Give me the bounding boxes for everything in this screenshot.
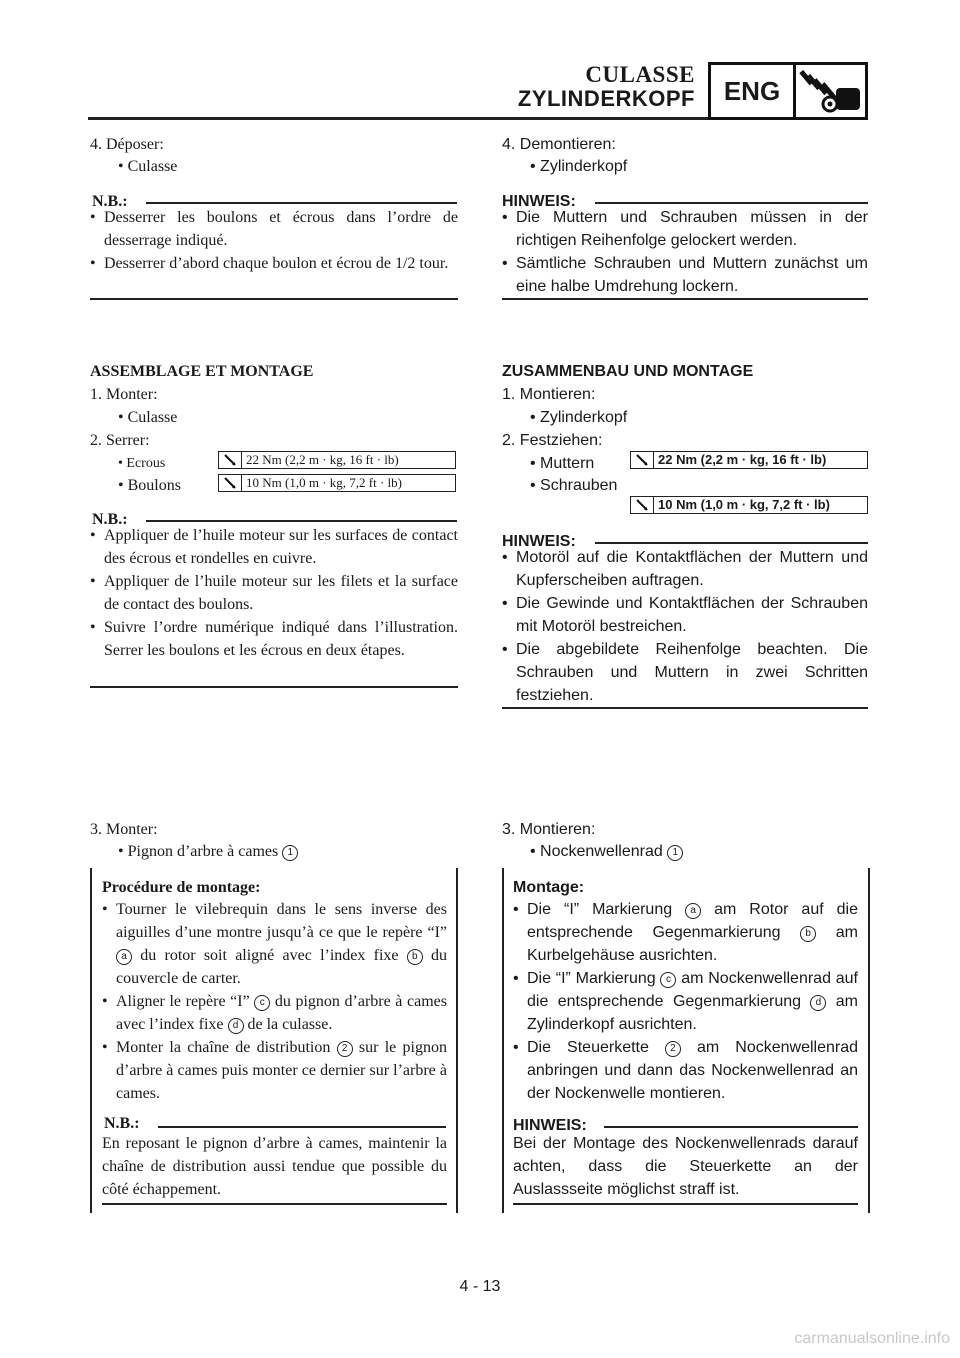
de-hw2-label: HINWEIS: [502,533,576,550]
ref-1-marker: 1 [282,845,298,861]
eng-badge-label: ENG [711,65,796,117]
text: Die “I” Markierung [527,970,661,987]
text: am Zylinderkopf ausrichten. [527,993,859,1033]
fr-nb3-end-rule [102,1203,447,1205]
text: Monter la chaîne de distribution [116,1039,337,1056]
header-title-fr: CULASSE [585,62,695,87]
fr-procedure-right-rule [456,868,458,1213]
list-item: • Desserrer les boulons et écrous dans l’ordre de desserrage indiqué. [90,206,458,252]
fr-nb1-end-rule [90,298,458,300]
de-step-2-item-a: • Muttern [530,455,595,472]
list-item: • Die Muttern und Schrauben müssen in der richtigen Reihenfolge gelockert werden. [502,206,868,252]
fr-assembly-title: ASSEMBLAGE ET MONTAGE [90,363,314,380]
fr-procedure-left-rule [90,868,92,1213]
fr-nb1-rule [146,202,457,204]
fr-torque-value-a: 22 Nm (2,2 m · kg, 16 ft · lb) [246,452,399,467]
ref-2-marker: 2 [665,1041,681,1057]
de-hw1-list [502,206,868,298]
list-item: • Die Gewinde und Kontaktflächen der Schrauben mit Motoröl bestreichen. [502,592,868,638]
fr-procedure-list [102,898,447,1105]
de-hw3-end-rule [513,1203,858,1205]
ref-c-marker: c [254,995,270,1011]
list-item [102,1036,447,1105]
fr-step-1-item: • Culasse [118,409,178,426]
fr-step-1: 1. Monter: [90,386,158,403]
list-item [102,898,447,990]
fr-nb1-list [90,206,458,275]
de-hw3-rule [604,1126,858,1128]
de-step-1-item: • Zylinderkopf [530,409,628,426]
fr-nb2-rule [146,520,457,522]
text: du rotor soit aligné avec l’index fixe [132,947,407,964]
list-item: • Sämtliche Schrauben und Muttern zunächst um eine halbe Umdrehung lockern. [502,252,868,298]
header-rule [88,117,710,120]
torque-wrench-icon [631,497,654,513]
de-step-4: 4. Demontieren: [502,136,616,153]
list-item: • Motoröl auf die Kontaktflächen der Muttern und Kupferscheiben auftragen. [502,546,868,592]
list-item: • Desserrer d’abord chaque boulon et écrou de 1/2 tour. [90,252,458,275]
list-item [513,967,858,1036]
fr-nb2-end-rule [90,686,458,688]
fr-nb1-label: N.B.: [92,193,128,210]
list-item [102,990,447,1036]
fr-nb2-label: N.B.: [92,511,128,528]
de-hw2-list [502,546,868,707]
fr-nb3-text: En reposant le pignon d’arbre à cames, maintenir la chaîne de distribution aussi tendue que possible du côté échappement. [102,1135,447,1198]
de-hw3-label: HINWEIS: [513,1117,587,1134]
fr-step-4-item: • Culasse [118,158,178,175]
de-step-2-item-b: • Schrauben [530,477,618,494]
watermark: carmanualsonline.info [794,1330,950,1347]
ref-d-marker: d [228,1018,244,1034]
ref-2-marker: 2 [337,1041,353,1057]
list-item: • Appliquer de l’huile moteur sur les filets et la surface de contact des boulons. [90,570,458,616]
fr-step-2-item-a: • Ecrous [118,456,166,471]
text: Die Steuerkette [527,1039,665,1056]
text: Die “I” Markierung [527,901,686,918]
de-hw2-end-rule [502,707,868,709]
de-torque-value-a: 22 Nm (2,2 m · kg, 16 ft · lb) [658,452,827,467]
de-step-1: 1. Montieren: [502,386,596,403]
ref-c-marker: c [660,972,676,988]
list-item: • Suivre l’ordre numérique indiqué dans l’illustration. Serrer les boulons et les écrous en deux étapes. [90,616,458,662]
header-title-de: ZYLINDERKOPF [517,86,695,111]
de-torque-box-a [630,451,868,469]
fr-torque-box-b [218,474,456,492]
fr-nb3-rule [158,1126,446,1128]
ref-a-marker: a [116,949,132,965]
de-assembly-title: ZUSAMMENBAU UND MONTAGE [502,363,754,380]
page-number: 4 - 13 [459,1278,501,1295]
text: Tourner le vilebrequin dans le sens inverse des aiguilles d’une montre jusqu’à ce que le repère “I” [116,901,447,941]
de-step-4-item: • Zylinderkopf [530,158,628,175]
de-step-2: 2. Festziehen: [502,432,603,449]
de-torque-box-b [630,496,868,514]
ref-1-marker: 1 [667,845,683,861]
ref-a-marker: a [685,903,701,919]
torque-wrench-icon [219,475,242,491]
fr-step-2: 2. Serrer: [90,432,150,449]
fr-step-4: 4. Déposer: [90,136,164,153]
text: am Kurbelgehäuse ausrichten. [527,924,858,964]
list-item [513,1036,858,1105]
ref-b-marker: b [407,949,423,965]
fr-procedure-title: Procédure de montage: [102,879,261,896]
torque-wrench-icon [631,452,654,468]
de-procedure-list [513,898,858,1105]
fr-step-2-item-b: • Boulons [118,477,181,494]
de-hw2-rule [595,542,868,544]
de-step-3: 3. Montieren: [502,821,596,838]
eng-badge [708,62,868,120]
fr-nb3-label: N.B.: [104,1115,140,1132]
text: du couvercle de carter. [116,947,448,987]
text: Aligner le repère “I” [116,993,255,1010]
fr-nb2-list [90,524,458,662]
fr-torque-box-a [218,451,456,469]
de-hw1-end-rule [502,298,868,300]
de-step-3-item [530,840,683,863]
list-item: • Appliquer de l’huile moteur sur les surfaces de contact des écrous et rondelles en cuivre. [90,524,458,570]
fr-step-3: 3. Monter: [90,821,158,838]
torque-wrench-icon [219,452,242,468]
ref-b-marker: b [800,926,816,942]
list-item: • Die abgebildete Reihenfolge beachten. Die Schrauben und Muttern in zwei Schritten festziehen. [502,638,868,707]
de-procedure-title: Montage: [513,879,585,896]
fr-torque-value-b: 10 Nm (1,0 m · kg, 7,2 ft · lb) [246,475,402,490]
engine-icon [796,65,865,117]
de-hw1-label: HINWEIS: [502,193,576,210]
fr-step-3-item [118,840,298,863]
text: du pignon d’arbre à cames avec l’index fixe [116,993,447,1033]
ref-d-marker: d [810,995,826,1011]
fr-step-3-item-text: • Pignon d’arbre à cames [118,843,279,860]
text: sur le pignon d’arbre à cames puis monter ce dernier sur l’arbre à cames. [116,1039,448,1102]
list-item [513,898,858,967]
text: de la culasse. [243,1016,333,1033]
de-procedure-left-rule [502,868,504,1213]
de-step-3-item-text: • Nockenwellenrad [530,843,663,860]
de-hw1-rule [595,202,868,204]
de-torque-value-b: 10 Nm (1,0 m · kg, 7,2 ft · lb) [658,497,830,512]
text: am Nockenwellenrad auf die entsprechende Gegenmarkierung [527,970,858,1010]
text: am Rotor auf die entsprechende Gegenmarkierung [527,901,858,941]
de-procedure-right-rule [868,868,870,1213]
de-hw3-text: Bei der Montage des Nockenwellenrads darauf achten, dass die Steuerkette an der Auslassseite möglichst straff ist. [513,1135,858,1198]
text: am Nockenwellenrad anbringen und dann das Nockenwellenrad an der Nockenwelle montieren. [527,1039,858,1102]
